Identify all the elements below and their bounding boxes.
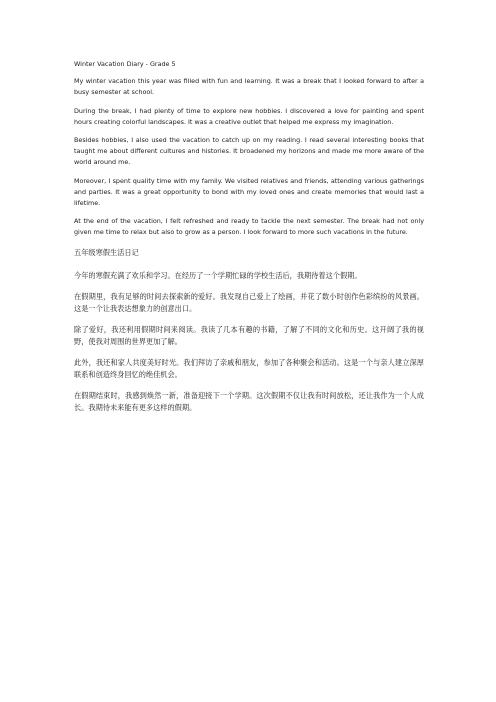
english-paragraph-3: Besides hobbies, I also used the vacation to catch up on my reading. I read several interesting books that taught me about different cultures and histories. It broadened my horizons and made me more aware of the world around me. xyxy=(74,136,424,166)
english-paragraph-1: My winter vacation this year was filled with fun and learning. It was a break that I looked forward to after a busy semester at school. xyxy=(74,77,424,96)
english-section xyxy=(74,59,424,238)
chinese-paragraph-5: 在假期结束时，我感到焕然一新，准备迎接下一个学期。这次假期不仅让我有时间放松，还让我作为一个人成长。我期待未来能有更多这样的假期。 xyxy=(74,391,424,412)
chinese-paragraph-1: 今年的寒假充满了欢乐和学习。在经历了一个学期忙碌的学校生活后，我期待着这个假期。 xyxy=(74,271,362,280)
english-paragraph-4: Moreover, I spent quality time with my family. We visited relatives and friends, attending various gatherings and parties. It was a great opportunity to bond with my loved ones and create memories that would last a lifetime. xyxy=(74,176,424,207)
english-paragraph-5: At the end of the vacation, I felt refreshed and ready to tackle the next semester. The break had not only given me time to relax but also to grow as a person. I look forward to more such vacations in the future. xyxy=(74,217,424,236)
chinese-title: 五年级寒假生活日记 xyxy=(74,248,139,257)
english-paragraph-2: During the break, I had plenty of time to explore new hobbies. I discovered a love for painting and spent hours creating colorful landscapes. It was a creative outlet that helped me express my imagination. xyxy=(74,106,424,126)
chinese-section xyxy=(74,248,424,414)
chinese-paragraph-3: 除了爱好，我还利用假期时间来阅读。我读了几本有趣的书籍，了解了不同的文化和历史。这开阔了我的视野，使我对周围的世界更加了解。 xyxy=(74,325,424,346)
chinese-paragraph-2: 在假期里，我有足够的时间去探索新的爱好。我发现自己爱上了绘画，并花了数小时创作色彩缤纷的风景画。这是一个让我表达想象力的创意出口。 xyxy=(74,292,424,313)
english-title: Winter Vacation Diary - Grade 5 xyxy=(74,60,176,68)
chinese-paragraph-4: 此外，我还和家人共度美好时光。我们拜访了亲戚和朋友，参加了各种聚会和活动。这是一个与亲人建立深厚联系和创造终身回忆的绝佳机会。 xyxy=(74,358,424,379)
